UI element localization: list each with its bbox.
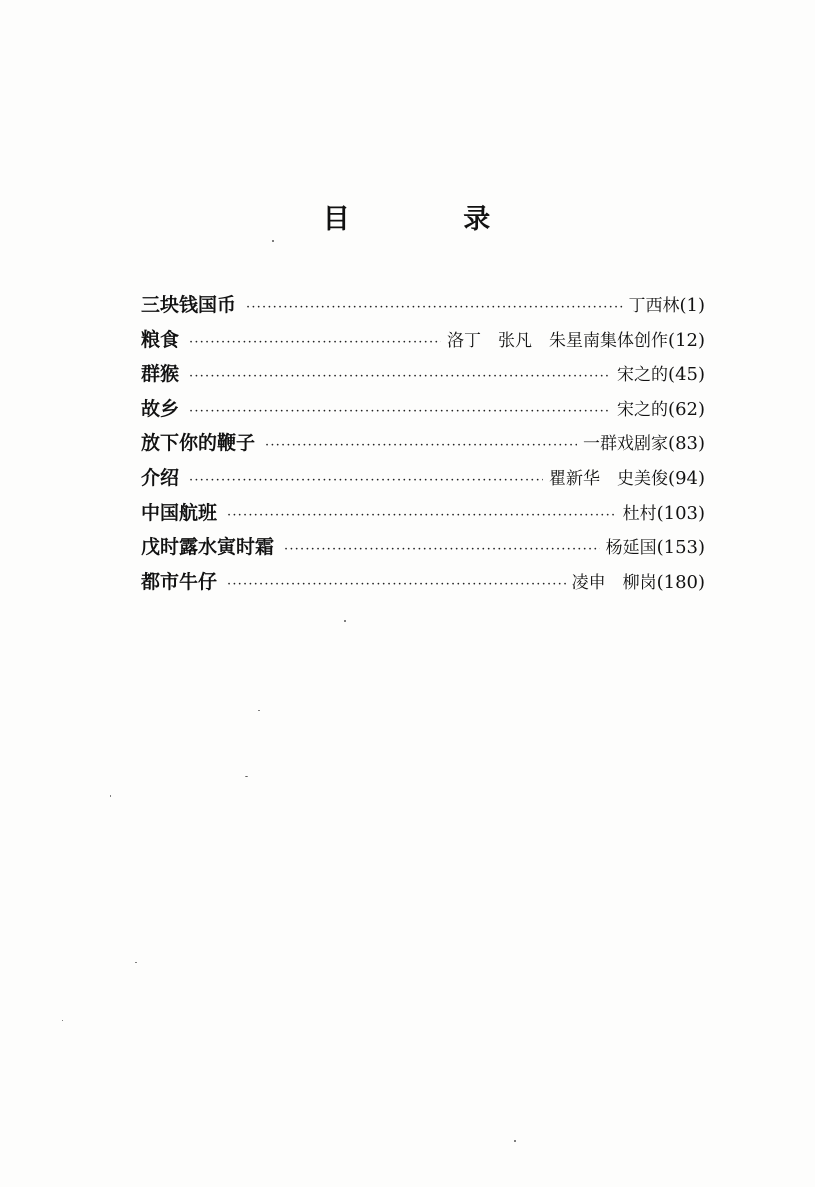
scan-speck [344,620,346,622]
entry-author: 宋之的 [617,399,669,420]
entry-page: (45) [668,364,705,386]
entry-page: (12) [668,329,705,351]
entry-author: 杨延国 [605,538,657,559]
entry-author: 宋之的 [617,365,669,386]
scan-speck [62,1020,63,1021]
entry-author: 瞿新华 史美俊 [549,468,669,489]
toc-entry [141,426,705,461]
dot-leader [189,395,611,430]
entry-page: (94) [668,467,705,489]
entry-page: (153) [656,537,705,559]
scan-speck [272,240,274,242]
toc-entry [141,496,705,531]
scan-speck [258,710,260,711]
entry-title: 三块钱国币 [141,294,237,316]
scan-speck [110,795,111,797]
entry-author: 一群戏剧家 [583,434,669,455]
dot-leader [189,464,543,499]
scan-speck [514,1140,516,1142]
scan-speck [135,962,137,963]
scan-speck [245,776,248,777]
entry-page: (103) [656,502,705,524]
dot-leader [265,429,577,464]
entry-title: 放下你的鞭子 [141,432,256,455]
dot-leader [189,326,441,361]
dot-leader [284,533,600,568]
entry-page: (83) [668,433,705,455]
entry-author: 凌申 柳岗 [571,572,657,593]
toc-heading: 目 录 [322,204,543,235]
entry-author: 丁西林 [628,296,680,316]
dot-leader [227,568,566,603]
toc-entry [141,357,705,392]
toc-entry [141,530,705,565]
entry-title: 粮食 [141,328,180,351]
entry-author: 洛丁 张凡 朱星南集体创作 [447,330,669,351]
entry-author: 杜村 [622,503,657,524]
entry-title: 戊时露水寅时霜 [141,536,275,559]
entry-title: 介绍 [141,466,180,489]
toc-entry [141,288,705,323]
entry-title: 都市牛仔 [141,570,218,593]
toc-entry [141,565,705,600]
entry-title: 群猴 [141,363,180,386]
dot-leader [227,499,617,534]
toc-entry [141,323,705,358]
toc-entry [141,461,705,496]
entry-page: (1) [679,295,705,316]
entry-title: 故乡 [141,397,180,420]
toc-entry [141,392,705,427]
dot-leader [246,291,622,326]
entry-title: 中国航班 [141,501,218,524]
dot-leader [189,360,611,395]
entry-page: (62) [668,398,705,420]
entry-page: (180) [656,571,705,593]
table-of-contents [141,288,705,599]
